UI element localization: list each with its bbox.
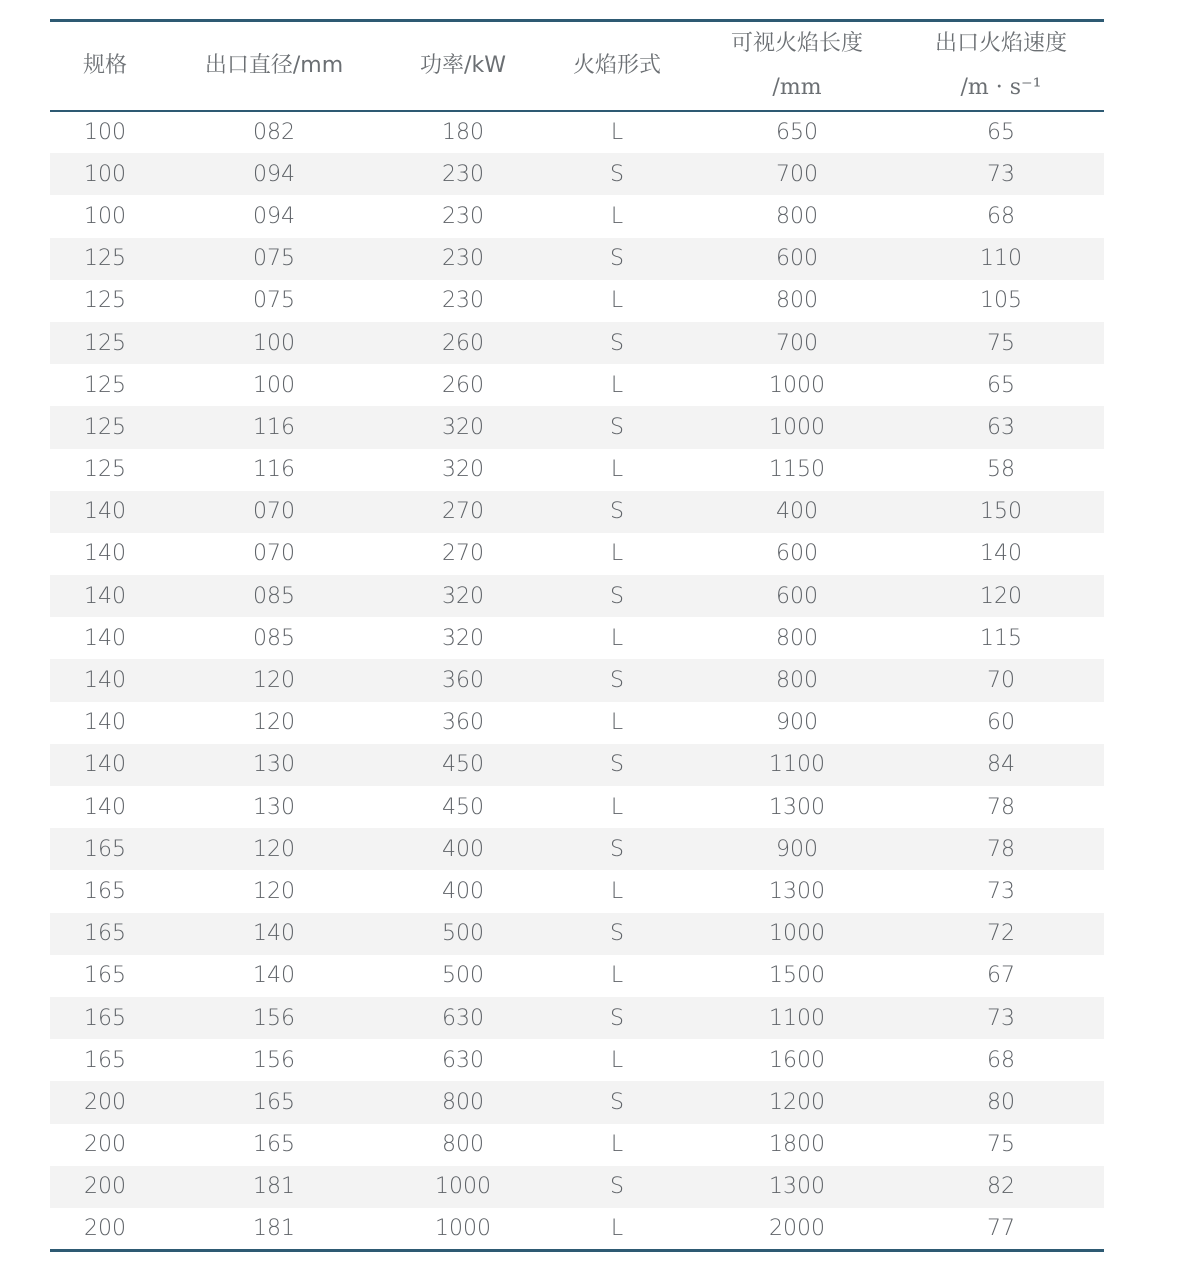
cell-visible-flame-length: 1800 <box>769 1132 825 1158</box>
cell-outlet-diameter: 116 <box>253 414 295 440</box>
cell-visible-flame-length: 650 <box>776 120 818 146</box>
cell-flame-type: S <box>610 414 624 440</box>
cell-outlet-diameter: 140 <box>253 963 295 989</box>
cell-flame-type: L <box>538 1208 696 1250</box>
cell-power: 500 <box>442 921 484 947</box>
table-row <box>50 702 1104 744</box>
cell-power: 630 <box>442 1005 484 1031</box>
header-flame-type-label: 火焰形式 <box>572 53 661 78</box>
cell-outlet-flame-velocity: 70 <box>987 668 1015 694</box>
cell-visible-flame-length: 1600 <box>769 1047 825 1073</box>
cell-power: 270 <box>442 541 484 567</box>
cell-spec: 140 <box>84 625 126 651</box>
cell-outlet-diameter: 094 <box>253 203 295 229</box>
cell-visible-flame-length: 800 <box>776 203 818 229</box>
header-outlet-diameter-label: 出口直径/mm <box>204 53 344 78</box>
cell-visible-flame-length: 1000 <box>769 921 825 947</box>
cell-flame-type: S <box>610 836 624 862</box>
cell-outlet-flame-velocity: 75 <box>987 330 1015 356</box>
cell-spec: 125 <box>84 372 126 398</box>
cell-flame-type: S <box>610 1174 624 1200</box>
cell-power: 180 <box>442 120 484 146</box>
cell-outlet-flame-velocity: 65 <box>987 372 1015 398</box>
cell-power: 360 <box>442 668 484 694</box>
cell-spec: 100 <box>84 161 126 187</box>
header-spec-label: 规格 <box>82 53 127 78</box>
cell-flame-type: L <box>610 457 624 483</box>
burner-spec-table <box>50 19 1104 1252</box>
burner-spec-table-container <box>50 19 1104 1252</box>
table-row <box>50 111 1104 153</box>
cell-outlet-diameter: 100 <box>253 330 295 356</box>
cell-power: 230 <box>442 288 484 314</box>
cell-outlet-flame-velocity: 63 <box>987 414 1015 440</box>
table-row <box>50 449 1104 491</box>
cell-power: 320 <box>442 583 484 609</box>
cell-spec: 200 <box>84 1132 126 1158</box>
cell-flame-type: S <box>610 1005 624 1031</box>
cell-outlet-flame-velocity: 73 <box>987 1005 1015 1031</box>
cell-outlet-diameter: 120 <box>253 710 295 736</box>
cell-flame-type: S <box>610 752 624 778</box>
cell-outlet-flame-velocity: 105 <box>980 288 1022 314</box>
cell-visible-flame-length: 1200 <box>769 1089 825 1115</box>
cell-power: 1000 <box>435 1174 491 1200</box>
cell-outlet-diameter: 116 <box>253 457 295 483</box>
cell-outlet-diameter: 130 <box>253 752 295 778</box>
cell-spec: 200 <box>84 1089 126 1115</box>
cell-outlet-flame-velocity: 60 <box>987 710 1015 736</box>
cell-outlet-flame-velocity: 82 <box>987 1174 1015 1200</box>
cell-spec: 165 <box>84 921 126 947</box>
cell-outlet-flame-velocity: 80 <box>987 1089 1015 1115</box>
header-power <box>388 21 538 112</box>
cell-flame-type: S <box>610 921 624 947</box>
cell-visible-flame-length: 900 <box>776 710 818 736</box>
cell-outlet-diameter: 130 <box>253 794 295 820</box>
table-body <box>50 111 1104 1250</box>
cell-outlet-diameter: 120 <box>253 878 295 904</box>
cell-outlet-flame-velocity: 68 <box>987 1047 1015 1073</box>
cell-spec: 165 <box>84 963 126 989</box>
cell-visible-flame-length: 700 <box>776 161 818 187</box>
cell-flame-type: L <box>610 120 624 146</box>
header-visible-flame-length <box>696 21 898 112</box>
cell-outlet-diameter: 120 <box>253 836 295 862</box>
cell-outlet-flame-velocity: 84 <box>987 752 1015 778</box>
cell-outlet-flame-velocity: 67 <box>987 963 1015 989</box>
cell-power: 800 <box>442 1089 484 1115</box>
cell-outlet-diameter: 156 <box>253 1047 295 1073</box>
cell-flame-type: L <box>610 963 624 989</box>
cell-flame-type: L <box>610 1132 624 1158</box>
table-row <box>50 322 1104 364</box>
table-row <box>50 786 1104 828</box>
cell-visible-flame-length: 400 <box>776 499 818 525</box>
cell-outlet-diameter: 070 <box>253 541 295 567</box>
cell-power: 450 <box>442 794 484 820</box>
cell-power: 450 <box>442 752 484 778</box>
cell-visible-flame-length: 800 <box>776 288 818 314</box>
cell-outlet-diameter: 100 <box>253 372 295 398</box>
header-outlet-flame-velocity <box>898 21 1104 112</box>
header-spec <box>50 21 160 112</box>
header-row <box>50 21 1104 112</box>
cell-visible-flame-length: 600 <box>776 583 818 609</box>
cell-power: 260 <box>442 372 484 398</box>
cell-power: 230 <box>442 203 484 229</box>
cell-visible-flame-length: 600 <box>776 246 818 272</box>
cell-spec: 140 <box>84 794 126 820</box>
header-outlet-diameter <box>160 21 388 112</box>
cell-outlet-flame-velocity: 140 <box>980 541 1022 567</box>
cell-power: 1000 <box>388 1208 538 1250</box>
cell-flame-type: L <box>610 794 624 820</box>
cell-visible-flame-length: 800 <box>776 625 818 651</box>
cell-spec: 100 <box>84 120 126 146</box>
table-row <box>50 1081 1104 1123</box>
table-row <box>50 955 1104 997</box>
cell-outlet-diameter: 140 <box>253 921 295 947</box>
cell-spec: 140 <box>84 752 126 778</box>
cell-outlet-flame-velocity: 65 <box>987 120 1015 146</box>
cell-outlet-flame-velocity: 115 <box>980 625 1022 651</box>
cell-power: 400 <box>442 878 484 904</box>
cell-power: 320 <box>442 625 484 651</box>
cell-outlet-flame-velocity: 58 <box>987 457 1015 483</box>
cell-power: 320 <box>442 414 484 440</box>
table-row <box>50 659 1104 701</box>
cell-outlet-diameter: 165 <box>253 1089 295 1115</box>
cell-outlet-flame-velocity: 77 <box>898 1208 1104 1250</box>
header-visible-flame-length-label: 可视火焰长度 <box>730 31 863 56</box>
cell-power: 400 <box>442 836 484 862</box>
cell-spec: 165 <box>84 878 126 904</box>
table-row <box>50 406 1104 448</box>
header-outlet-flame-velocity-label: 出口火焰速度 <box>934 31 1067 56</box>
table-row <box>50 1039 1104 1081</box>
cell-flame-type: S <box>610 499 624 525</box>
table-row <box>50 1166 1104 1208</box>
cell-spec: 165 <box>84 1005 126 1031</box>
cell-visible-flame-length: 900 <box>776 836 818 862</box>
cell-visible-flame-length: 1300 <box>769 878 825 904</box>
table-row <box>50 195 1104 237</box>
table-row <box>50 744 1104 786</box>
cell-spec: 140 <box>84 668 126 694</box>
cell-spec: 125 <box>84 414 126 440</box>
table-row <box>50 364 1104 406</box>
table-row <box>50 238 1104 280</box>
table-row <box>50 913 1104 955</box>
cell-outlet-flame-velocity: 110 <box>980 246 1022 272</box>
cell-spec: 200 <box>84 1174 126 1200</box>
cell-flame-type: S <box>610 1089 624 1115</box>
cell-visible-flame-length: 800 <box>776 668 818 694</box>
cell-outlet-diameter: 094 <box>253 161 295 187</box>
table-row <box>50 828 1104 870</box>
cell-spec: 125 <box>84 330 126 356</box>
cell-flame-type: L <box>610 541 624 567</box>
cell-outlet-diameter: 120 <box>253 668 295 694</box>
table-row <box>50 153 1104 195</box>
cell-visible-flame-length: 1300 <box>769 794 825 820</box>
cell-outlet-diameter: 156 <box>253 1005 295 1031</box>
cell-visible-flame-length: 1150 <box>769 457 825 483</box>
cell-outlet-diameter: 085 <box>253 583 295 609</box>
cell-power: 260 <box>442 330 484 356</box>
cell-flame-type: L <box>610 1047 624 1073</box>
cell-power: 230 <box>442 161 484 187</box>
cell-spec: 200 <box>50 1208 160 1250</box>
cell-visible-flame-length: 1300 <box>769 1174 825 1200</box>
cell-flame-type: L <box>610 878 624 904</box>
cell-spec: 100 <box>84 203 126 229</box>
cell-outlet-flame-velocity: 73 <box>987 161 1015 187</box>
cell-spec: 125 <box>84 246 126 272</box>
header-power-label: 功率/kW <box>420 53 506 78</box>
cell-spec: 165 <box>84 1047 126 1073</box>
cell-spec: 125 <box>84 457 126 483</box>
cell-outlet-diameter: 075 <box>253 288 295 314</box>
cell-visible-flame-length: 1100 <box>769 1005 825 1031</box>
cell-power: 360 <box>442 710 484 736</box>
cell-flame-type: S <box>610 583 624 609</box>
cell-visible-flame-length: 1000 <box>769 414 825 440</box>
cell-power: 230 <box>442 246 484 272</box>
cell-outlet-diameter: 085 <box>253 625 295 651</box>
cell-flame-type: L <box>610 203 624 229</box>
cell-outlet-diameter: 165 <box>253 1132 295 1158</box>
cell-outlet-diameter: 075 <box>253 246 295 272</box>
cell-flame-type: S <box>610 330 624 356</box>
cell-visible-flame-length: 600 <box>776 541 818 567</box>
table-row <box>50 997 1104 1039</box>
cell-outlet-flame-velocity: 78 <box>987 794 1015 820</box>
cell-flame-type: L <box>610 710 624 736</box>
table-row <box>50 1124 1104 1166</box>
cell-power: 270 <box>442 499 484 525</box>
cell-outlet-flame-velocity: 72 <box>987 921 1015 947</box>
cell-flame-type: S <box>610 668 624 694</box>
cell-outlet-diameter: 181 <box>253 1174 295 1200</box>
table-row <box>50 533 1104 575</box>
cell-outlet-diameter: 070 <box>253 499 295 525</box>
table-row <box>50 575 1104 617</box>
cell-outlet-diameter: 181 <box>160 1208 388 1250</box>
table-row <box>50 280 1104 322</box>
cell-spec: 140 <box>84 583 126 609</box>
cell-power: 320 <box>442 457 484 483</box>
cell-visible-flame-length: 2000 <box>696 1208 898 1250</box>
cell-outlet-flame-velocity: 75 <box>987 1132 1015 1158</box>
cell-visible-flame-length: 1100 <box>769 752 825 778</box>
header-visible-flame-length-unit: /mm <box>772 75 822 100</box>
cell-spec: 140 <box>84 499 126 525</box>
cell-flame-type: S <box>610 246 624 272</box>
cell-visible-flame-length: 1000 <box>769 372 825 398</box>
cell-power: 500 <box>442 963 484 989</box>
cell-spec: 140 <box>84 541 126 567</box>
table-row <box>50 870 1104 912</box>
table-header <box>50 21 1104 112</box>
cell-outlet-flame-velocity: 120 <box>980 583 1022 609</box>
cell-outlet-flame-velocity: 150 <box>980 499 1022 525</box>
cell-flame-type: S <box>610 161 624 187</box>
table-row <box>50 491 1104 533</box>
cell-spec: 125 <box>84 288 126 314</box>
cell-flame-type: L <box>610 372 624 398</box>
cell-power: 630 <box>442 1047 484 1073</box>
header-flame-type <box>538 21 696 112</box>
cell-visible-flame-length: 1500 <box>769 963 825 989</box>
cell-visible-flame-length: 700 <box>776 330 818 356</box>
cell-outlet-flame-velocity: 68 <box>987 203 1015 229</box>
header-outlet-flame-velocity-unit: /m · s⁻¹ <box>960 75 1042 100</box>
cell-outlet-diameter: 082 <box>253 120 295 146</box>
cell-power: 800 <box>442 1132 484 1158</box>
table-row <box>50 617 1104 659</box>
cell-spec: 140 <box>84 710 126 736</box>
cell-flame-type: L <box>610 288 624 314</box>
cell-spec: 165 <box>84 836 126 862</box>
table-row <box>50 1208 1104 1250</box>
cell-flame-type: L <box>610 625 624 651</box>
cell-outlet-flame-velocity: 78 <box>987 836 1015 862</box>
cell-outlet-flame-velocity: 73 <box>987 878 1015 904</box>
